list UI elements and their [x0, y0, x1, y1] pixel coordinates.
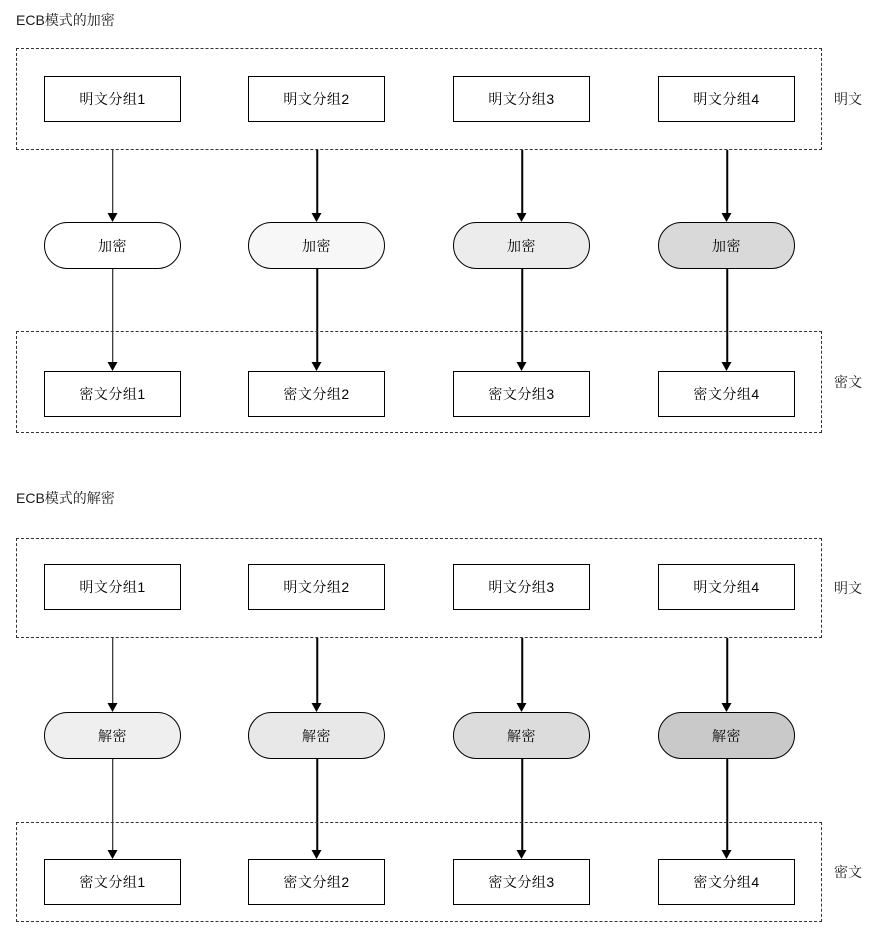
ciphertext-band-label-decrypt: 密文 — [834, 864, 862, 880]
plaintext-block-4-encrypt: 明文分组4 — [658, 76, 795, 122]
plaintext-block-3-encrypt: 明文分组3 — [453, 76, 590, 122]
decrypt-operation-4: 解密 — [658, 712, 795, 759]
encrypt-operation-4: 加密 — [658, 222, 795, 269]
plaintext-block-2-encrypt: 明文分组2 — [248, 76, 385, 122]
ciphertext-band-label-encrypt: 密文 — [834, 374, 862, 390]
ciphertext-block-1-decrypt: 密文分组1 — [44, 859, 181, 905]
decrypt-operation-1: 解密 — [44, 712, 181, 759]
plaintext-block-3-decrypt: 明文分组3 — [453, 564, 590, 610]
plaintext-block-4-decrypt: 明文分组4 — [658, 564, 795, 610]
ciphertext-block-2-encrypt: 密文分组2 — [248, 371, 385, 417]
plaintext-band-label-encrypt: 明文 — [834, 91, 862, 107]
ciphertext-block-3-encrypt: 密文分组3 — [453, 371, 590, 417]
ciphertext-block-2-decrypt: 密文分组2 — [248, 859, 385, 905]
plaintext-block-2-decrypt: 明文分组2 — [248, 564, 385, 610]
ciphertext-block-1-encrypt: 密文分组1 — [44, 371, 181, 417]
plaintext-block-1-decrypt: 明文分组1 — [44, 564, 181, 610]
plaintext-band-label-decrypt: 明文 — [834, 580, 862, 596]
encrypt-operation-1: 加密 — [44, 222, 181, 269]
encrypt-operation-3: 加密 — [453, 222, 590, 269]
plaintext-block-1-encrypt: 明文分组1 — [44, 76, 181, 122]
decrypt-operation-2: 解密 — [248, 712, 385, 759]
encrypt-operation-2: 加密 — [248, 222, 385, 269]
section-title-encrypt: ECB模式的加密 — [16, 12, 115, 28]
ciphertext-block-4-decrypt: 密文分组4 — [658, 859, 795, 905]
decrypt-operation-3: 解密 — [453, 712, 590, 759]
section-title-decrypt: ECB模式的解密 — [16, 490, 115, 506]
ciphertext-block-3-decrypt: 密文分组3 — [453, 859, 590, 905]
ciphertext-block-4-encrypt: 密文分组4 — [658, 371, 795, 417]
